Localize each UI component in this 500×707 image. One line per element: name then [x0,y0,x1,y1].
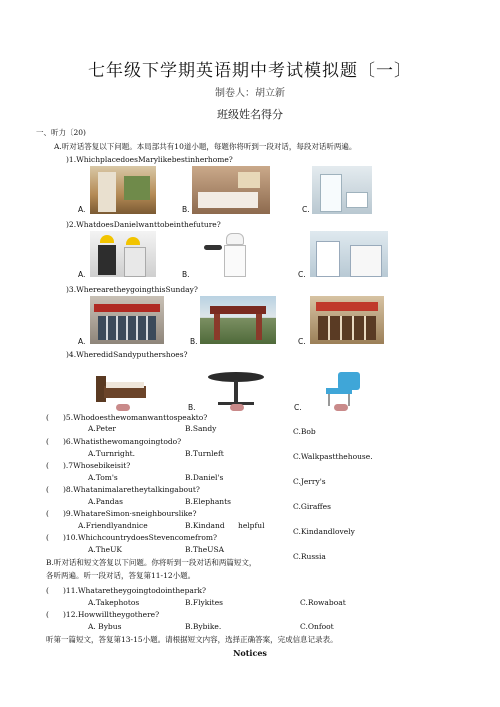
q4-option-c: C. [294,403,302,412]
q12-option-b: B.Bybike. [185,622,222,631]
engineers-image [90,231,156,277]
chair-image [320,370,364,408]
chef-image [200,231,260,277]
q5-option-a: A.Peter [88,424,116,433]
q11-paren: ( [46,586,49,595]
q2-prompt: )2.WhatdoesDanielwanttobeinthefuture? [66,220,221,229]
q11-option-a: A.Takephotos [88,598,140,607]
q10-option-c: C.Russia [293,552,326,561]
q6-prompt: )6.Whatisthewomangoingtodo? [63,437,182,446]
q3-option-c: C. [298,337,306,346]
q9-option-c: C.Kindandlovely [293,527,355,536]
q9-option-b-cont: helpful [238,521,265,530]
q10-prompt: )10.WhichcountrydoesStevencomefrom? [63,533,218,542]
q9-paren: ( [46,509,49,518]
q1-option-b: B. [182,205,190,214]
q9-prompt: )9.WhatareSimon·sneighbourslike? [63,509,197,518]
shoes-icon [116,404,130,411]
q8-prompt: )8.Whatanimalaretheytalkingabout? [63,485,200,494]
restaurant-image [310,296,384,344]
q9-option-a: A.Friendlyandnice [78,521,148,530]
shopping-mall-image [90,296,164,344]
q12-paren: ( [46,610,49,619]
q4-option-b: B. [188,403,196,412]
q7-option-a: A.Tom's [88,473,118,482]
q5-option-c: C.Bob [293,427,316,436]
shoes-icon [334,404,348,411]
q7-paren: ( [46,461,49,470]
q12-option-a: A. Bybus [88,622,122,631]
q11-prompt: )11.Whataretheygoingtodointhepark? [63,586,207,595]
q10-option-b: B.TheUSA [185,545,225,554]
bed-image [94,372,150,408]
bathroom-image [312,166,372,214]
q5-prompt: )5.Whodoesthewomanwanttospeakto? [63,413,208,422]
notices-heading: Notices [233,648,267,658]
q2-option-a: A. [78,270,86,279]
passage-1-instruction: 听第一篇短文，答复第13-15小题。请根据短文内容，选择正确答案，完成信息记录表。 [46,635,338,644]
bedroom-image [192,166,270,214]
q3-option-b: B. [190,337,198,346]
q7-option-c: C.Jerry's [293,477,326,486]
q6-option-c: C.Walkpastthehouse. [293,452,373,461]
q6-paren: ( [46,437,49,446]
q5-paren: ( [46,413,49,422]
q7-prompt: ).7Whosebikeisit? [63,461,131,470]
q2-option-b: B. [182,270,190,279]
q8-option-a: A.Pandas [88,497,123,506]
q3-prompt: )3.WherearetheygoingthisSunday? [66,285,198,294]
page-title: 七年级下学期英语期中考试模拟题〔一〕 [88,61,412,81]
section-listening-heading: 一、听力〔20) [36,128,86,137]
q11-option-b: B.Flykites [185,598,223,607]
q12-prompt: )12.Howwilltheygothere? [63,610,160,619]
q10-paren: ( [46,533,49,542]
q12-option-c: C.Onfoot [300,622,334,631]
q2-option-c: C. [298,270,306,279]
q8-paren: ( [46,485,49,494]
q9-option-b: B.Kindand [185,521,225,530]
q8-option-c: C.Giraffes [293,502,331,511]
q6-option-b: B.Turnleft [185,449,224,458]
park-gate-image [200,296,276,344]
table-image [206,370,266,408]
author-line: 制卷人：胡立新 [215,88,285,99]
q8-option-b: B.Elephants [185,497,232,506]
q1-option-a: A. [78,205,86,214]
q1-option-c: C. [302,205,310,214]
q5-option-b: B.Sandy [185,424,217,433]
q6-option-a: A.Turnright. [88,449,136,458]
doctor-image [310,231,388,277]
q1-prompt: )1.WhichplacedoesMarylikebestinherhome? [66,155,233,164]
class-name-score-line: 班级姓名得分 [217,108,283,121]
balcony-image [90,166,156,214]
q3-option-a: A. [78,337,86,346]
q10-option-a: A.TheUK [88,545,122,554]
q7-option-b: B.Daniel's [185,473,224,482]
part-b-instruction-1: B.听对话和短文答复以下问题。你将听到一段对话和两篇短文， [46,558,257,567]
q4-prompt: )4.WheredidSandyputhershoes? [66,350,188,359]
shoes-icon [230,404,244,411]
part-b-instruction-2: 各听两遍。听一段对话，答复第11-12小题。 [46,571,196,580]
part-a-instruction: A.听对话答复以下问题。本局部共有10道小题，每题你将听到一段对话，每段对话听两遍。 [54,142,357,151]
q11-option-c: C.Rowaboat [300,598,346,607]
